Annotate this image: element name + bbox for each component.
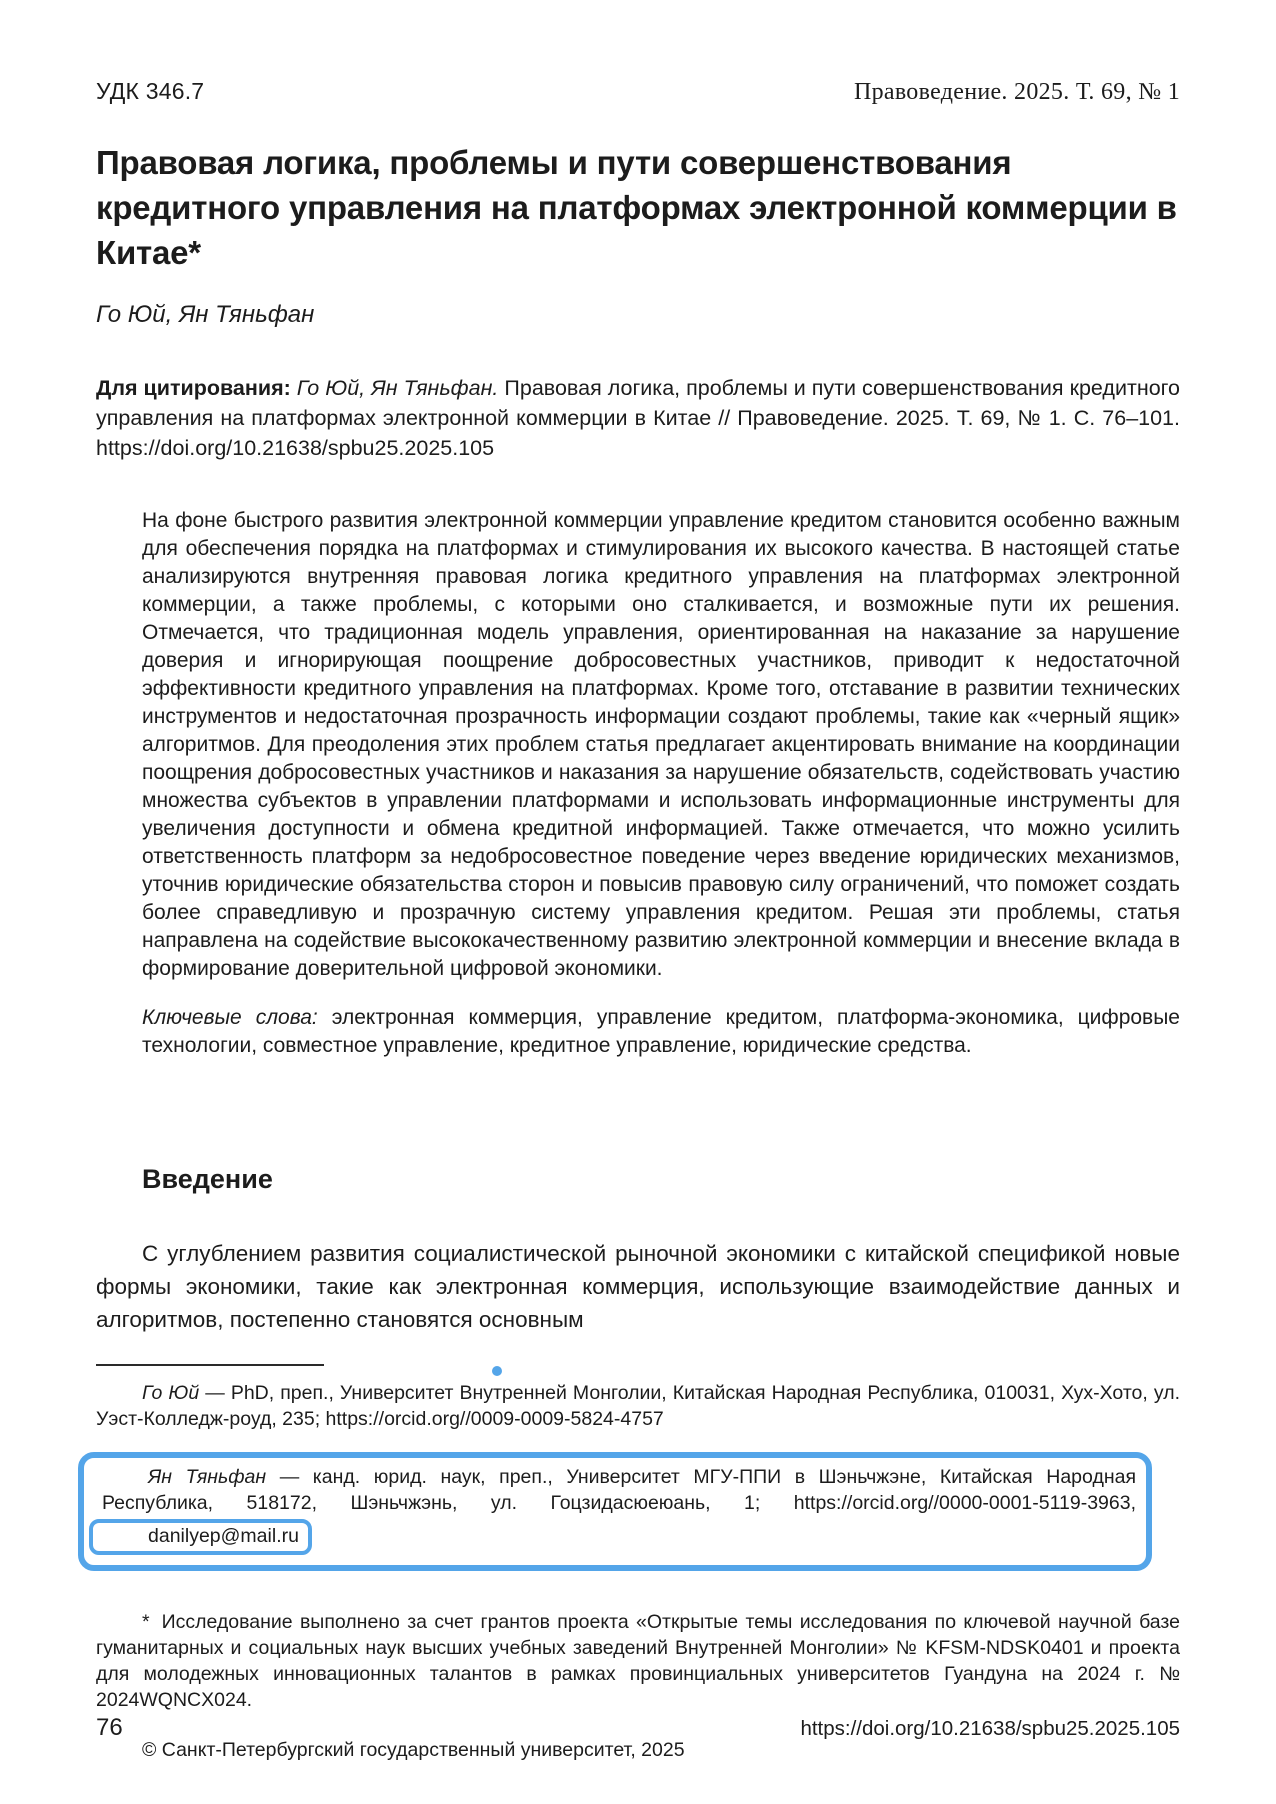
- grant-text: Исследование выполнено за счет грантов проекта «Открытые темы исследования по ключевой научной базе гуманитарных и социальных наук высших учебных заведений Внутренней Монголии» № KFSM-NDSK0401 и проекта для молодежных инновационных талантов в рамках провинциальных университетов Гуандуна на 2024 г. № 2024WQNCX024.: [96, 1610, 1180, 1711]
- authors-line: Го Юй, Ян Тяньфан: [96, 301, 315, 328]
- footnote-author2: [102, 1464, 1136, 1555]
- email-annotation-box: [89, 1519, 312, 1555]
- section-heading-introduction: Введение: [142, 1164, 273, 1194]
- grant-asterisk: *: [142, 1610, 150, 1633]
- page-number: 76: [96, 1714, 123, 1741]
- author1-text: — PhD, преп., Университет Внутренней Монголии, Китайская Народная Республика, 010031, Хух-Хото, ул. Уэст-Колледж-роуд, 235; https://orcid.org//0009-0009-5824-4757: [96, 1382, 1180, 1430]
- citation-paragraph: [96, 373, 1180, 463]
- page-footer: [96, 1714, 1180, 1742]
- author2-name: Ян Тяньфан: [148, 1465, 267, 1488]
- citation-authors: Го Юй, Ян Тяньфан.: [296, 376, 505, 400]
- abstract-paragraph: На фоне быстрого развития электронной коммерции управление кредитом становится особенно важным для обеспечения порядка на платформах и стимулирования их высокого качества. В настоящей статье анализируются внутренняя правовая логика кредитного управления на платформах электронной коммерции, а также проблемы, с которыми оно сталкивается, и возможные пути их решения. Отмечается, что традиционная модель управления, ориентированная на наказание за нарушение доверия и игнорирующая поощрение добросовестных участников, приводит к недостаточной эффективности кредитного управления на платформах. Кроме того, отставание в развитии технических инструментов и недостаточная прозрачность информации создают проблемы, такие как «черный ящик» алгоритмов. Для преодоления этих проблем статья предлагает акцентировать внимание на координации поощрения добросовестных участников и наказания за нарушение обязательств, содействовать участию множества субъектов в управлении платформами и использовать информационные инструменты для увеличения доступности и обмена кредитной информацией. Также отмечается, что можно усилить ответственность платформ за недобросовестное поведение через введение юридических механизмов, уточнив юридические обязательства сторон и повысив правовую силу ограничений, что поможет создать более справедливую и прозрачную систему управления кредитом. Решая эти проблемы, статья направлена на содействие высококачественному развитию электронной коммерции и внесение вклада в формирование доверительной цифровой экономики.: [142, 509, 1180, 980]
- footnote-grant: [96, 1609, 1180, 1713]
- citation-label: Для цитирования:: [96, 376, 297, 400]
- author2-email: danilyep@mail.ru: [148, 1524, 299, 1547]
- intro-paragraph: С углублением развития социалистической рыночной экономики с китайской спецификой новые формы экономики, такие как электронная коммерция, использующие взаимодействие данных и алгоритмов, постепенно становятся основным: [96, 1241, 1180, 1332]
- keywords-label: Ключевые слова:: [142, 1006, 332, 1029]
- author2-text: — канд. юрид. наук, преп., Университет МГУ-ППИ в Шэньчжэне, Китайская Народная Республика, 518172, Шэньчжэнь, ул. Гоцзидасюеюань, 1; https://orcid.org//0000-0001-5119-3963,: [102, 1465, 1136, 1514]
- keywords-paragraph: [142, 1004, 1180, 1060]
- citation-text: Правовая логика, проблемы и пути совершенствования кредитного управления на платформах электронной коммерции в Китае // Правоведение. 2025. Т. 69, № 1. С. 76–101. https://doi.org/10.21638/spbu25.2025.105: [96, 376, 1180, 460]
- running-head: [96, 78, 1180, 106]
- doi-link: https://doi.org/10.21638/spbu25.2025.105: [800, 1717, 1180, 1740]
- journal-reference: Правоведение. 2025. Т. 69, № 1: [853, 79, 1180, 105]
- keywords-text: электронная коммерция, управление кредитом, платформа-экономика, цифровые технологии, совместное управление, кредитное управление, юридические средства.: [142, 1006, 1180, 1057]
- copyright-line: © Санкт-Петербургский государственный университет, 2025: [142, 1738, 685, 1761]
- footnote-divider: [96, 1364, 324, 1366]
- author1-name: Го Юй: [142, 1382, 200, 1404]
- annotation-dot-icon: [492, 1366, 502, 1376]
- footnote-author1: [96, 1380, 1180, 1432]
- article-title: Правовая логика, проблемы и пути совершенствования кредитного управления на платформах электронной коммерции в Китае*: [96, 144, 1177, 271]
- udc-label: УДК 346.7: [96, 78, 205, 104]
- annotation-box: [78, 1452, 1152, 1571]
